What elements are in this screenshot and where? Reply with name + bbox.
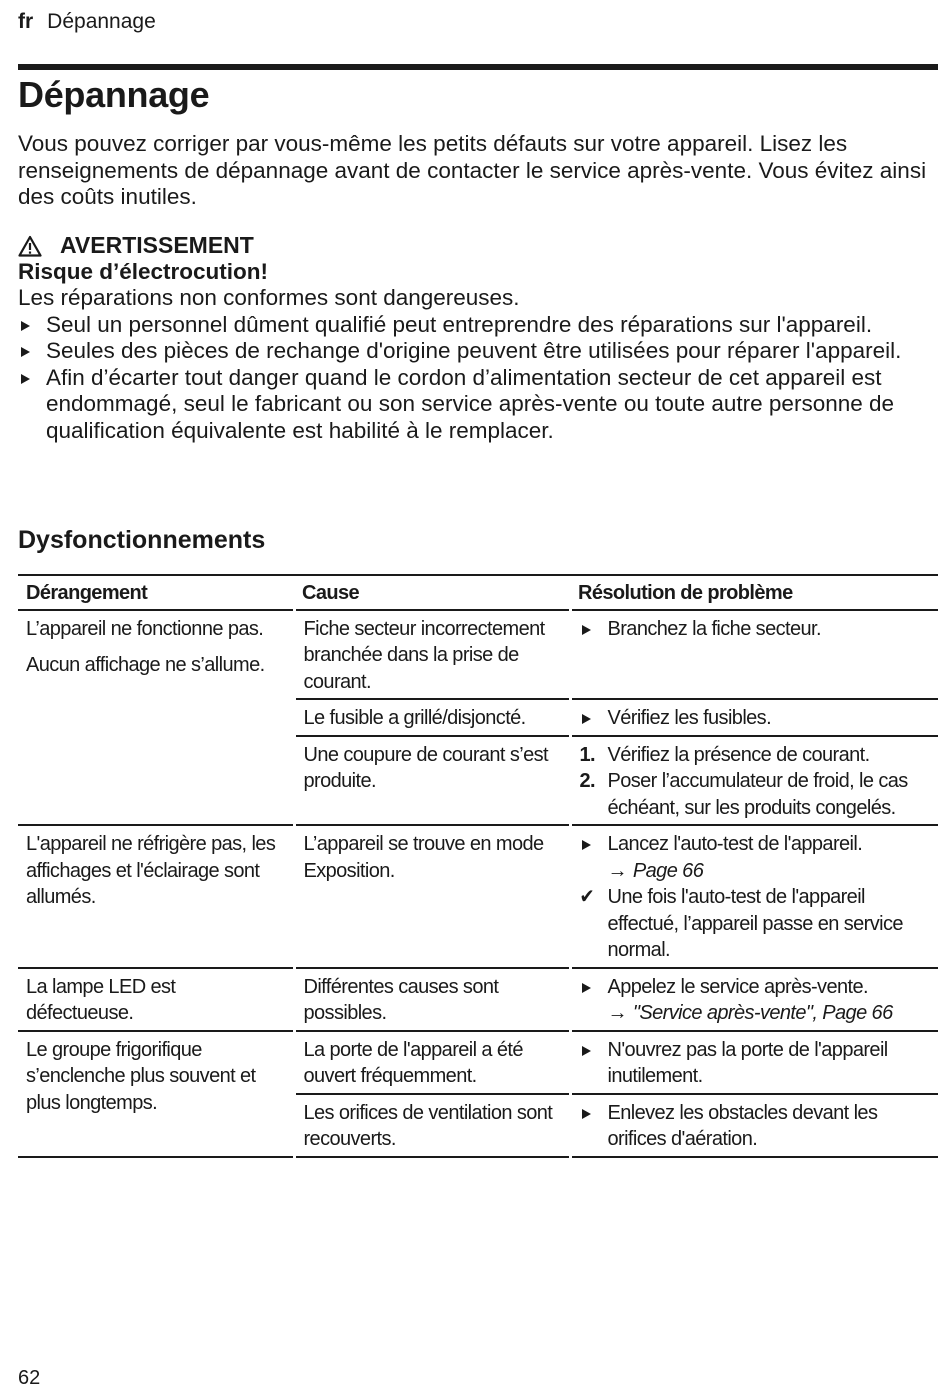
troubleshooting-table	[18, 574, 938, 1158]
table-row	[18, 825, 938, 968]
solution-cell	[570, 825, 938, 968]
solution-cell	[570, 610, 938, 700]
problem-cell: L'appareil ne réfrigère pas, les affichages et l'éclairage sont allumés.	[18, 825, 294, 968]
solution-cell	[570, 968, 938, 1031]
page-number: 62	[18, 1367, 41, 1389]
table-row	[18, 968, 938, 1031]
solution-cell	[570, 1031, 938, 1094]
warning-bullet: Seules des pièces de rechange d'origine peuvent être utilisées pour réparer l'appareil.	[18, 338, 938, 365]
warning-bullet: Afin d’écarter tout danger quand le cordon d’alimentation secteur de cet appareil est endommagé, seul le fabricant ou son service après-vente ou toute autre personne de qualification équivalente est habilité à le remplacer.	[18, 365, 938, 445]
solution-cell	[570, 699, 938, 736]
bullet-triangle-icon	[582, 983, 591, 993]
cause-cell: Le fusible a grillé/disjoncté.	[294, 699, 570, 736]
bullet-triangle-icon	[21, 347, 30, 357]
running-header	[18, 10, 156, 34]
bullet-triangle-icon	[582, 1109, 591, 1119]
page-reference[interactable]: → "Service après-vente", Page 66	[607, 1002, 893, 1024]
problem-text: Aucun affichage ne s’allume.	[26, 654, 265, 676]
intro-paragraph: Vous pouvez corriger par vous-même les petits défauts sur votre appareil. Lisez les renseignements de dépannage avant de contacter le service après-vente. Vous évitez ainsi des coûts inutiles.	[18, 131, 927, 209]
cause-cell: Fiche secteur incorrectement branchée dans la prise de courant.	[294, 610, 570, 700]
step-number: 2.	[579, 770, 595, 792]
page-title: Dépannage	[18, 74, 210, 115]
solution-result: ✔ Une fois l'auto-test de l'appareil effectué, l’appareil passe en service normal.	[579, 886, 903, 961]
warning-bullet: Seul un personnel dûment qualifié peut entreprendre des réparations sur l'appareil.	[18, 312, 938, 339]
section-title: Dysfonctionnements	[18, 526, 266, 554]
header-rule	[18, 64, 938, 70]
solution-step: Branchez la fiche secteur.	[580, 616, 931, 643]
solution-step: N'ouvrez pas la porte de l'appareil inutilement.	[580, 1037, 931, 1090]
bullet-triangle-icon	[21, 374, 30, 384]
warning-triangle-icon	[18, 235, 42, 257]
bullet-triangle-icon	[582, 714, 591, 724]
running-header-section: Dépannage	[47, 10, 156, 33]
bullet-triangle-icon	[21, 321, 30, 331]
solution-step: 2. Poser l’accumulateur de froid, le cas échéant, sur les produits congelés.	[579, 770, 908, 819]
arrow-right-icon: →	[607, 1002, 627, 1024]
table-row	[18, 1031, 938, 1094]
arrow-right-icon: →	[607, 859, 627, 882]
solution-step: Lancez l'auto-test de l'appareil.	[580, 831, 931, 858]
warning-title-text: AVERTISSEMENT	[60, 232, 254, 258]
step-number: 1.	[579, 743, 595, 766]
problem-cell	[18, 610, 294, 826]
column-header-solution: Résolution de problème	[570, 575, 938, 610]
solution-step: 1. Vérifiez la présence de courant.	[580, 742, 931, 769]
bullet-triangle-icon	[582, 840, 591, 850]
language-code: fr	[18, 10, 34, 33]
cause-cell: Une coupure de courant s’est produite.	[294, 736, 570, 826]
solution-cell	[570, 736, 938, 826]
bullet-triangle-icon	[582, 1046, 591, 1056]
table-row	[18, 610, 938, 700]
column-header-cause: Cause	[294, 575, 570, 610]
warning-title	[18, 232, 938, 259]
table-header-row	[18, 575, 938, 610]
problem-cell: La lampe LED est défectueuse.	[18, 968, 294, 1031]
column-header-problem: Dérangement	[18, 575, 294, 610]
solution-step: Enlevez les obstacles devant les orifices d'aération.	[580, 1100, 931, 1153]
warning-text: Les réparations non conformes sont dangereuses.	[18, 285, 520, 310]
problem-cell: Le groupe frigorifique s’enclenche plus souvent et plus longtemps.	[18, 1031, 294, 1157]
cause-cell: La porte de l'appareil a été ouvert fréquemment.	[294, 1031, 570, 1094]
checkmark-icon: ✔	[579, 886, 594, 908]
page-reference[interactable]: → Page 66	[607, 859, 704, 882]
problem-text: L’appareil ne fonctionne pas.	[26, 617, 264, 640]
warning-subtitle: Risque d’électrocution!	[18, 258, 269, 284]
cause-cell: Différentes causes sont possibles.	[294, 968, 570, 1031]
solution-step: Vérifiez les fusibles.	[580, 705, 931, 732]
cause-cell: Les orifices de ventilation sont recouverts.	[294, 1094, 570, 1157]
solution-cell	[570, 1094, 938, 1157]
warning-box	[18, 232, 938, 444]
warning-list	[18, 312, 938, 445]
cause-cell: L’appareil se trouve en mode Exposition.	[294, 825, 570, 968]
bullet-triangle-icon	[582, 625, 591, 635]
solution-step: Appelez le service après-vente.	[580, 974, 931, 1001]
